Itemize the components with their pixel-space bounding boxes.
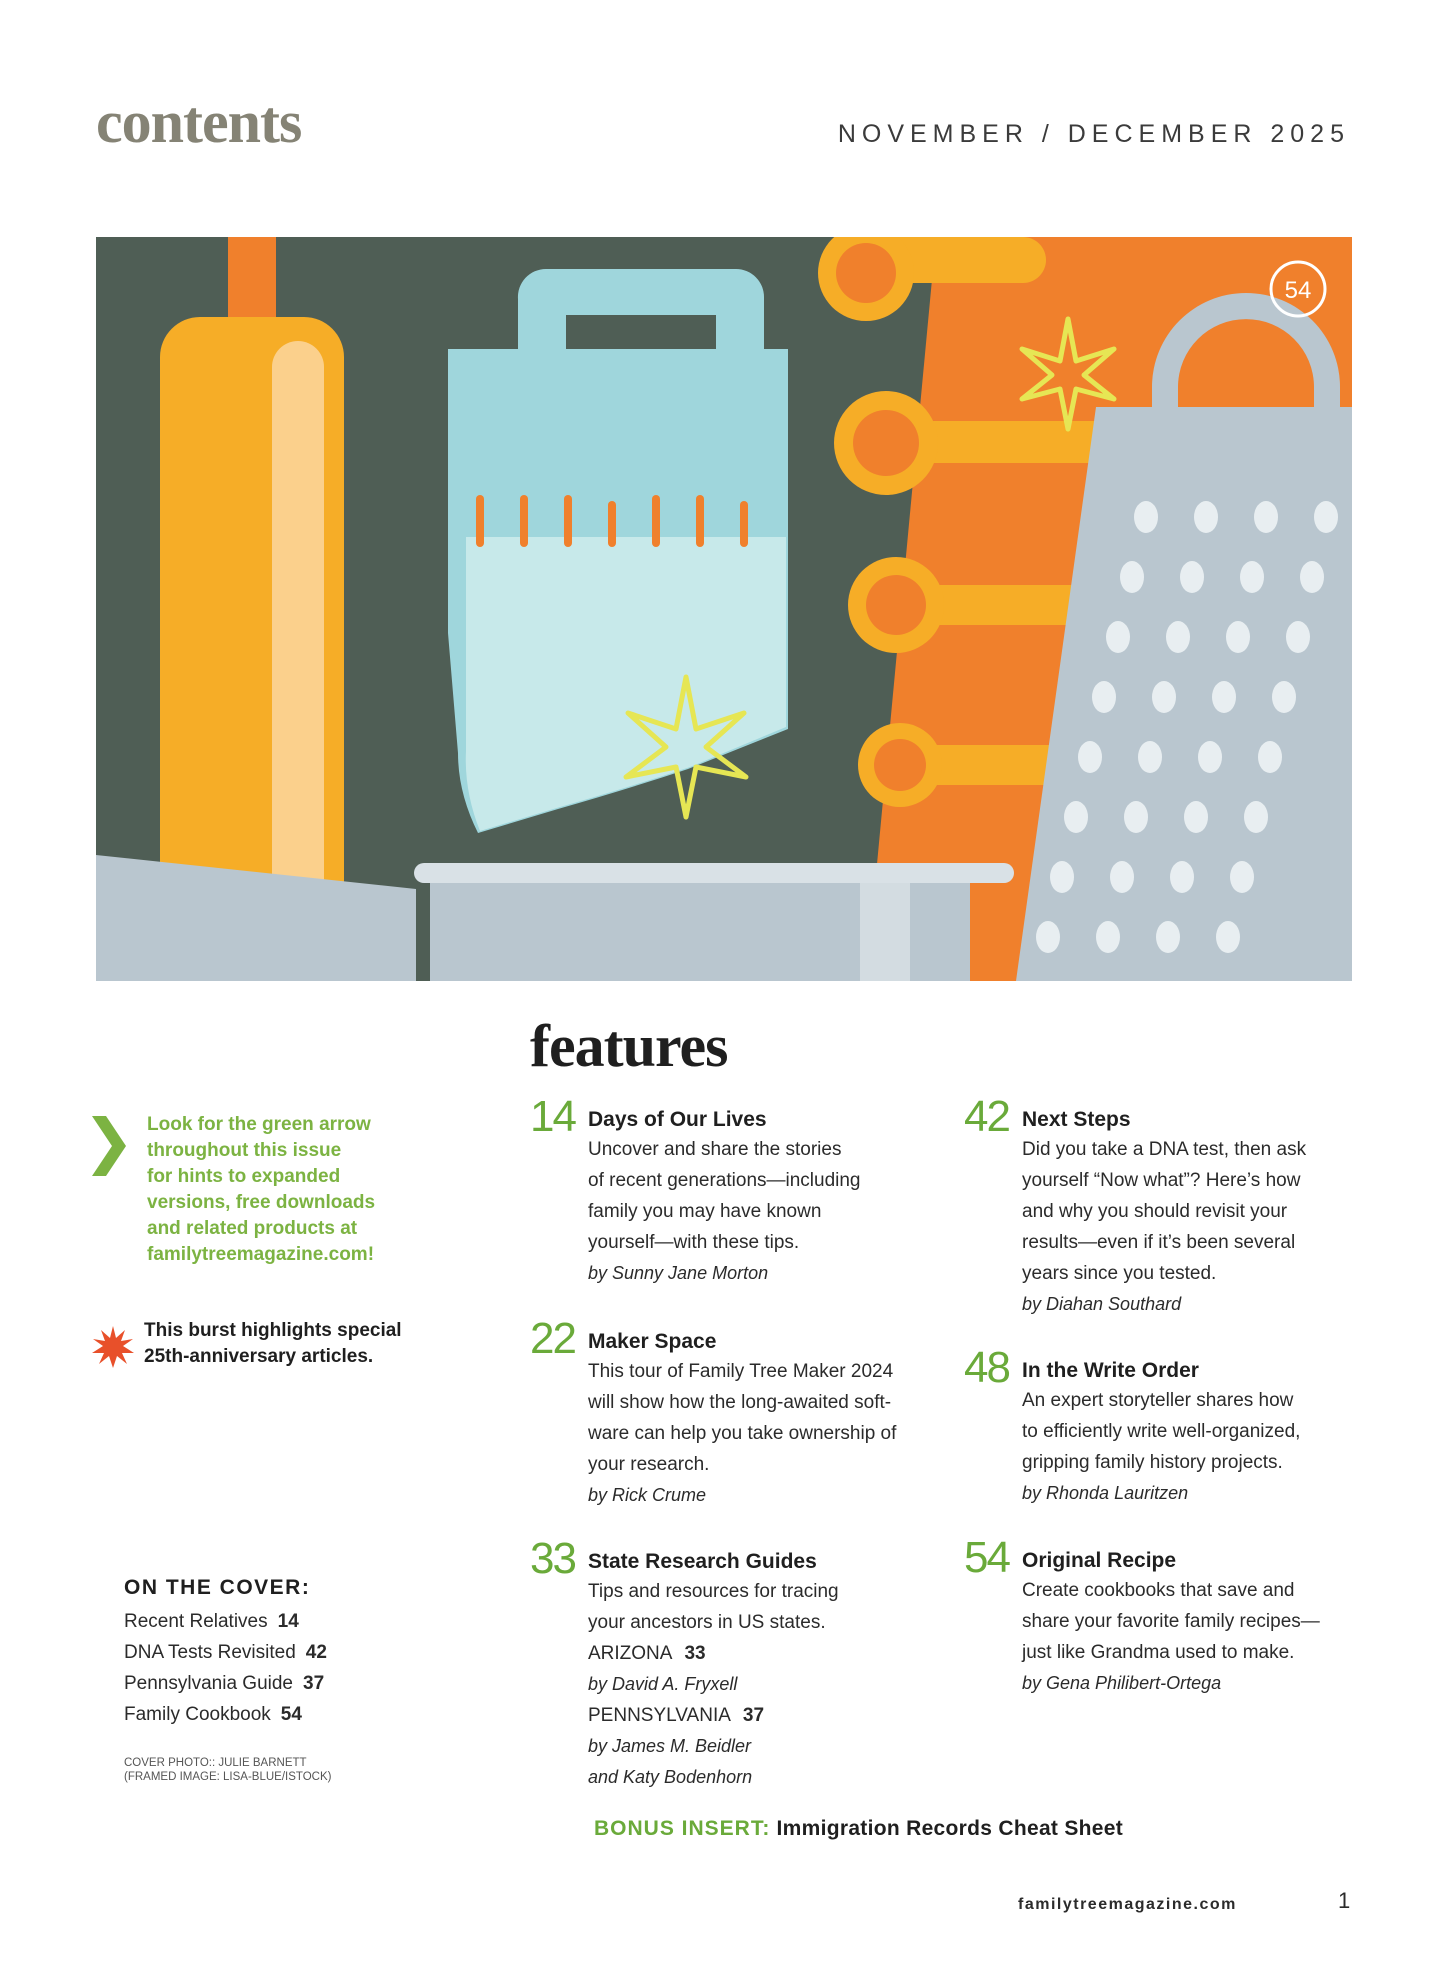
feature-title[interactable]: In the Write Order	[1022, 1359, 1199, 1382]
green-arrow-icon	[92, 1116, 126, 1176]
issue-date: NOVEMBER / DECEMBER 2025	[837, 120, 1350, 148]
measuring-cup-icon	[448, 269, 788, 833]
cover-item[interactable]: Family Cookbook 54	[124, 1704, 302, 1725]
state-guide	[588, 1638, 958, 1669]
feature-description: Did you take a DNA test, then ask yourself “Now what”? Here’s how and why you should revisit your results—even if it’s been several years since you tested.	[1022, 1139, 1307, 1284]
state-guide	[588, 1700, 958, 1731]
page-title: contents	[96, 89, 302, 155]
state-name: ARIZONA	[588, 1643, 673, 1664]
state-page-number: 33	[684, 1643, 706, 1664]
feature-description: Tips and resources for tracing your ancestors in US states.	[588, 1581, 839, 1633]
cover-item-page: 14	[277, 1611, 299, 1632]
feature-byline: by Rhonda Lauritzen	[1022, 1483, 1189, 1503]
features-heading: features	[530, 1013, 728, 1079]
feature-byline: by Rick Crume	[588, 1485, 707, 1505]
feature-page-number: 14	[530, 1092, 575, 1141]
cover-item-page: 54	[280, 1704, 302, 1725]
cover-item[interactable]: Pennsylvania Guide 37	[124, 1673, 325, 1694]
cover-item-page: 37	[303, 1673, 325, 1694]
state-name: PENNSYLVANIA	[588, 1705, 731, 1726]
feature-item	[530, 1534, 958, 1793]
feature-title[interactable]: Days of Our Lives	[588, 1108, 767, 1131]
bonus-insert[interactable]	[594, 1817, 1123, 1841]
on-the-cover	[124, 1576, 327, 1730]
cover-illustration	[96, 237, 1352, 981]
footer-url[interactable]: familytreemagazine.com	[1018, 1896, 1237, 1913]
green-arrow-text: Look for the green arrow throughout this issue for hints to expanded versions, free downloads and related products at familytreemagazine.com!	[147, 1114, 376, 1265]
bonus-text: Immigration Records Cheat Sheet	[776, 1817, 1124, 1840]
cover-item-page: 42	[305, 1642, 327, 1663]
feature-item	[530, 1092, 958, 1289]
cover-item[interactable]: DNA Tests Revisited 42	[124, 1642, 327, 1663]
cover-item[interactable]: Recent Relatives 14	[124, 1611, 299, 1632]
feature-page-number: 22	[530, 1314, 575, 1363]
feature-item	[964, 1533, 1392, 1699]
feature-byline: by David A. Fryxell	[588, 1674, 738, 1694]
feature-title[interactable]: State Research Guides	[588, 1550, 817, 1573]
feature-title[interactable]: Original Recipe	[1022, 1549, 1177, 1572]
cover-credit: COVER PHOTO:: JULIE BARNETT (FRAMED IMAGE: LISA-BLUE/ISTOCK)	[124, 1757, 332, 1783]
feature-item	[964, 1092, 1392, 1320]
bonus-label: BONUS INSERT:	[594, 1817, 771, 1840]
feature-byline: by Sunny Jane Morton	[588, 1263, 769, 1283]
feature-description: Create cookbooks that save and share your favorite family recipes— just like Grandma used to make.	[1022, 1580, 1320, 1663]
feature-page-number: 33	[530, 1534, 575, 1583]
feature-page-number: 42	[964, 1092, 1009, 1141]
feature-page-number: 54	[964, 1533, 1009, 1582]
feature-byline: by Diahan Southard	[1022, 1294, 1182, 1314]
feature-description: This tour of Family Tree Maker 2024 will show how the long-awaited soft- ware can help you take ownership of your research.	[588, 1361, 897, 1475]
feature-byline: by Gena Philibert-Ortega	[1022, 1673, 1222, 1693]
feature-title[interactable]: Maker Space	[588, 1330, 717, 1353]
feature-item	[964, 1343, 1392, 1509]
feature-description: Uncover and share the stories of recent generations—including family you may have known yourself—with these tips.	[588, 1139, 861, 1253]
on-the-cover-heading: ON THE COVER:	[124, 1576, 311, 1599]
state-page-number: 37	[742, 1705, 765, 1726]
feature-byline: by James M. Beidler	[588, 1736, 752, 1756]
feature-byline: and Katy Bodenhorn	[588, 1767, 753, 1787]
burst-icon	[92, 1326, 134, 1368]
feature-page-number: 48	[964, 1343, 1009, 1392]
feature-description: An expert storyteller shares how to efficiently write well-organized, gripping family history projects.	[1022, 1390, 1301, 1473]
page-number: 1	[1338, 1888, 1351, 1913]
pot-icon	[96, 855, 1014, 981]
burst-text: This burst highlights special 25th-anniversary articles.	[144, 1320, 402, 1367]
feature-item	[530, 1314, 958, 1511]
svg-text:54: 54	[1284, 277, 1312, 304]
feature-title[interactable]: Next Steps	[1022, 1108, 1131, 1131]
